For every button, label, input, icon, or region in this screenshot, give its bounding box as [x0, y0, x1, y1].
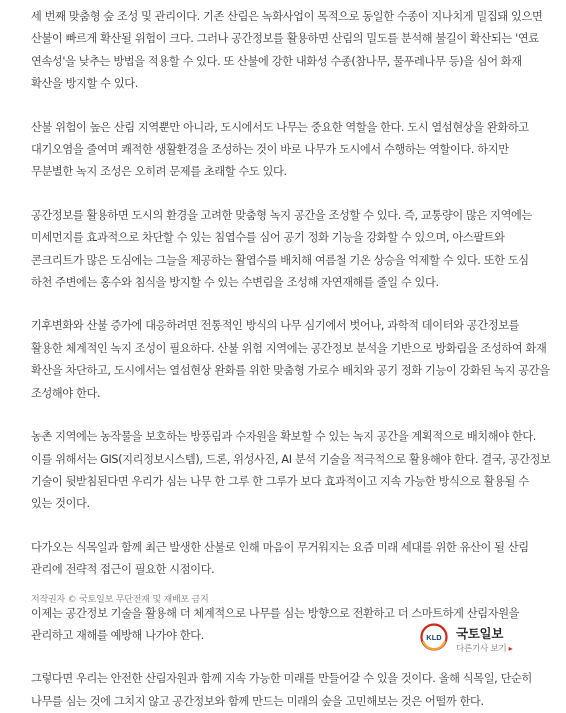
article-paragraph: 공간정보를 활용하면 도시의 환경을 고려한 맞춤형 녹지 공간을 조성할 수 있다. 즉, 교통량이 많은 지역에는 미세먼지를 효과적으로 차단할 수 있는 침엽수를 심어 공기 정화 기능을 강화할 수 있으며, 아스팔트와 콘크리트가 많은 도심에는 그늘을 제공하는 활엽수를 배치해 여름철 기온 상승을 억제할 수 있다. 또한 도심 하천 주변에는 홍수와 침식을 방지할 수 있는 수변림을 조성해 자연재해를 줄일 수 있다. — [31, 208, 532, 290]
press-name[interactable]: 국토일보 — [456, 626, 504, 641]
press-logo-icon — [420, 623, 448, 651]
chevron-right-icon: ▸ — [508, 644, 513, 653]
article-paragraph: 농촌 지역에는 농작물을 보호하는 방풍림과 수자원을 확보할 수 있는 녹지 공간을 계획적으로 배치해야 한다. 이를 위해서는 GIS(지리정보시스템), 드론, 위성사진, AI 분석 기술을 적극적으로 활용해야 한다. 결국, 공간정보 기술이 뒷받침된다면 우리가 심는 나무 한 그루 한 그루가 보다 효과적이고 지속 가능한 방식으로 활용될 수 있는 것이다. — [31, 430, 551, 511]
more-articles-label: 다른기사 보기 — [456, 644, 507, 654]
article-paragraph: 산불 위험이 높은 산림 지역뿐만 아니라, 도시에서도 나무는 중요한 역할을 한다. 도시 열섬현상을 완화하고 대기오염을 줄여며 쾌적한 생활환경을 조성하는 것이 바로 나무가 도시에서 수행하는 역할이다. 하지만 무분별한 녹지 조성은 오히려 문제를 초래할 수도 있다. — [31, 120, 529, 179]
article-body — [31, 6, 551, 713]
article-paragraph: 기후변화와 산불 증가에 대응하려면 전통적인 방식의 나무 심기에서 벗어나, 과학적 데이터와 공간정보를 활용한 체계적인 녹지 조성이 필요하다. 산불 위험 지역에는 공간정보 분석을 기반으로 방화림을 조성하여 화재 확산을 차단하고, 도시에서는 열섬현상 완화를 위한 맞춤형 가로수 배치와 공기 정화 기능이 강화된 녹지 공간을 조성해야 한다. — [31, 319, 550, 400]
article-paragraph: 이제는 공간정보 기술을 활용해 더 체계적으로 나무를 심는 방향으로 전환하고 더 스마트하게 산림자원을 관리하고 재해를 예방해 나가야 한다. — [31, 606, 520, 642]
more-articles-link[interactable] — [456, 642, 512, 654]
article-paragraph: 다가오는 식목일과 함께 최근 발생한 산불로 인해 마음이 무거워지는 요즘 미래 세대를 위한 유산이 될 산림 관리에 전략적 접근이 필요한 시점이다. — [31, 540, 529, 577]
press-logo-text: KLD — [426, 633, 442, 642]
copyright-notice: 저작권자 © 국토일보 무단전재 및 재배포 금지 — [31, 595, 209, 605]
article-paragraph: 그렇다면 우리는 안전한 산림자원과 함께 지속 가능한 미래를 만들어갈 수 있을 것이다. 올해 식목일, 단순히 나무를 심는 것에 그치지 않고 공간정보와 함께 만드는 미래의 숲을 고민해보는 것은 어떨까 한다. — [31, 672, 532, 708]
press-info — [420, 621, 530, 657]
article-paragraph: 세 번째 맞춤형 숲 조성 및 관리이다. 기존 산림은 녹화사업이 목적으로 동일한 수종이 지나치게 밀집돼 있으면 산불이 빠르게 확산될 위험이 크다. 그러나 공간정보를 활용하면 산림의 밀도를 분석해 불길이 확산되는 '연료 연속성'을 낮추는 방법을 적용할 수 있다. 또 산불에 강한 내화성 수종(참나무, 물푸레나무 등)을 심어 화재 확산을 방지할 수 있다. — [31, 10, 543, 91]
